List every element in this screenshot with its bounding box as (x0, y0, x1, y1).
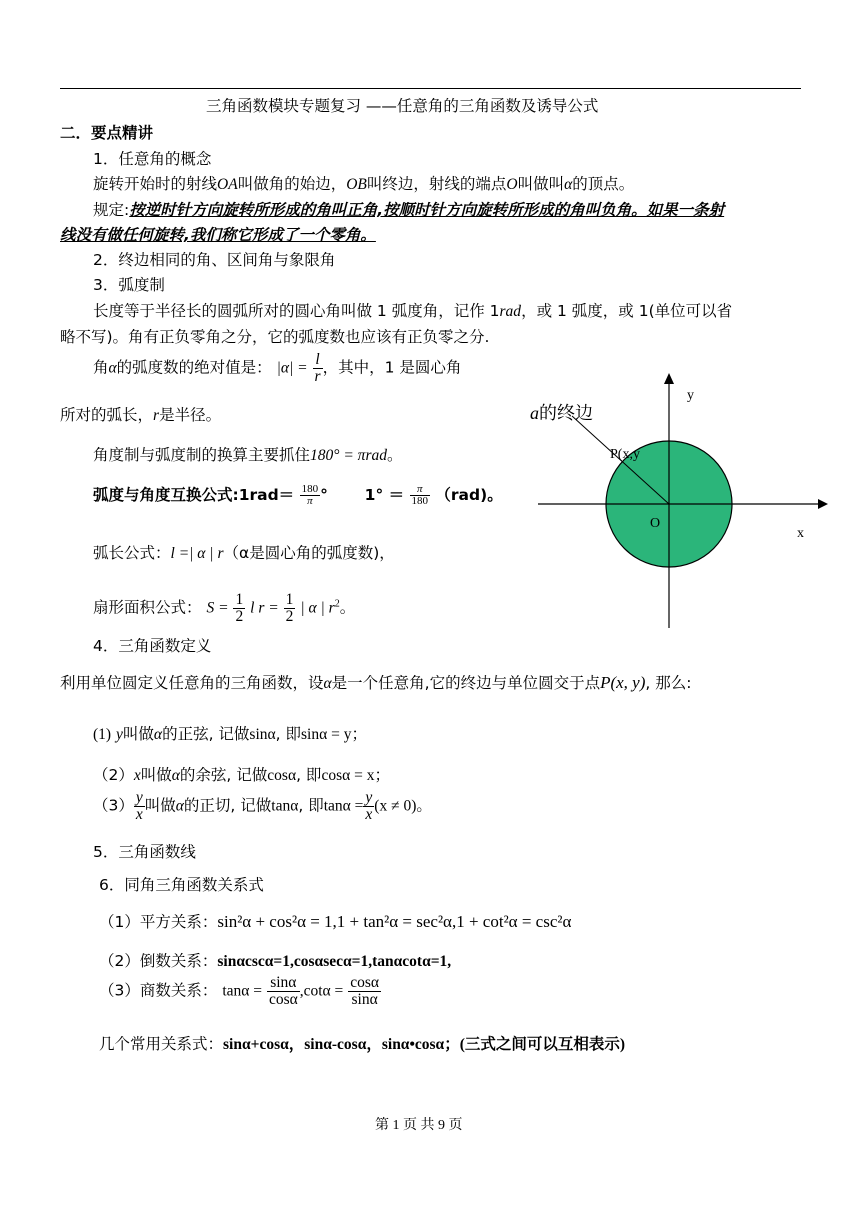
relation-quotient: （3）商数关系： tanα = $\frac{\sin\alpha}{\cos\alpha}$ ,cotα = $\frac{\cos\alpha}{\sin\alpha}$ (99, 974, 380, 1008)
heading-5: 5．三角函数线 (93, 843, 196, 861)
unit-circle-diagram (530, 370, 830, 632)
x-axis-arrow (818, 499, 828, 509)
para-concept: 旋转开始时的射线OA叫做角的始边，OB叫终边，射线的端点O叫做叫α的顶点。 (93, 175, 635, 193)
doc-title: 三角函数模块专题复习 ——任意角的三角函数及诱导公式 (206, 97, 599, 115)
abs-radian-line: 角α的弧度数的绝对值是： |α| = $\frac{l}{r}$ ，其中，1 是圆心角 (93, 351, 462, 385)
heading-1: 1．任意角的概念 (93, 150, 212, 168)
y-axis-arrow (664, 373, 674, 384)
relation-square: （1）平方关系：sin²α + cos²α = 1,1 + tan²α = sec²α,1 + cot²α = csc²α (99, 912, 572, 931)
def-sine: (1) y叫做α的正弦, 记做sinα, 即sinα = y； (93, 725, 367, 743)
abs-radian-line-2: 所对的弧长，r是半径。 (60, 406, 222, 424)
conversion-line: 角度制与弧度制的换算主要抓住180° = πrad。 (93, 446, 403, 464)
sector-area-line: 扇形面积公式： S = $\frac{1}{2}$ l r = $\frac{1}{2}$ | α | $r^2$。 (93, 591, 356, 625)
def-tangent: （3） $\frac{y}{x}$ 叫做α的正切, 记做tanα, 即tanα = $\frac{y}{x}$ (x ≠ 0)。 (93, 789, 432, 823)
header-rule (60, 88, 801, 89)
point-label: P(x,y (610, 447, 640, 462)
common-relations: 几个常用关系式：sinα+cosα，sinα-cosα，sinα•cosα；(三式之间可以互相表示) (99, 1035, 626, 1053)
swap-formula-line: 弧度与角度互换公式:1rad＝ $\frac{180}{\pi}$ ° 1° ＝ $\frac{\pi}{180}$ （rad)。 (93, 483, 503, 507)
heading-4: 4．三角函数定义 (93, 637, 212, 655)
x-axis-label: x (797, 526, 804, 541)
origin-label: O (650, 516, 661, 531)
relation-reciprocal: （2）倒数关系：sinαcscα=1,cosαsecα=1,tanαcotα=1, (99, 952, 452, 970)
def-cosine: （2）x叫做α的余弦, 记做cosα, 即cosα = x； (93, 766, 390, 784)
heading-3: 3．弧度制 (93, 276, 165, 294)
arc-length-line: 弧长公式：l =| α | r（α是圆心角的弧度数)， (93, 544, 395, 562)
radian-def-line-1: 长度等于半径长的圆弧所对的圆心角叫做 1 弧度角，记作 1rad，或 1 弧度，或 1(单位可以省 (93, 302, 733, 320)
radian-def-line-2: 略不写)。角有正负零角之分，它的弧度数也应该有正负零之分. (60, 328, 490, 346)
y-axis-label: y (687, 388, 694, 403)
section-heading: 二．要点精讲 (60, 124, 154, 142)
trig-def-intro: 利用单位圆定义任意角的三角函数，设α是一个任意角,它的终边与单位圆交于点P(x, y), 那么: (60, 673, 692, 692)
heading-2: 2．终边相同的角、区间角与象限角 (93, 251, 336, 269)
terminal-side-label: a的终边 (530, 403, 593, 424)
heading-6: 6．同角三角函数关系式 (99, 876, 264, 894)
rule-line-2: 线没有做任何旋转,我们称它形成了一个零角。 (60, 226, 376, 244)
rule-line-1: 规定:按逆时针方向旋转所形成的角叫正角,按顺时针方向旋转所形成的角叫负角。如果一条射 (93, 201, 725, 219)
page-footer: 第 1 页 共 9 页 (375, 1118, 463, 1133)
